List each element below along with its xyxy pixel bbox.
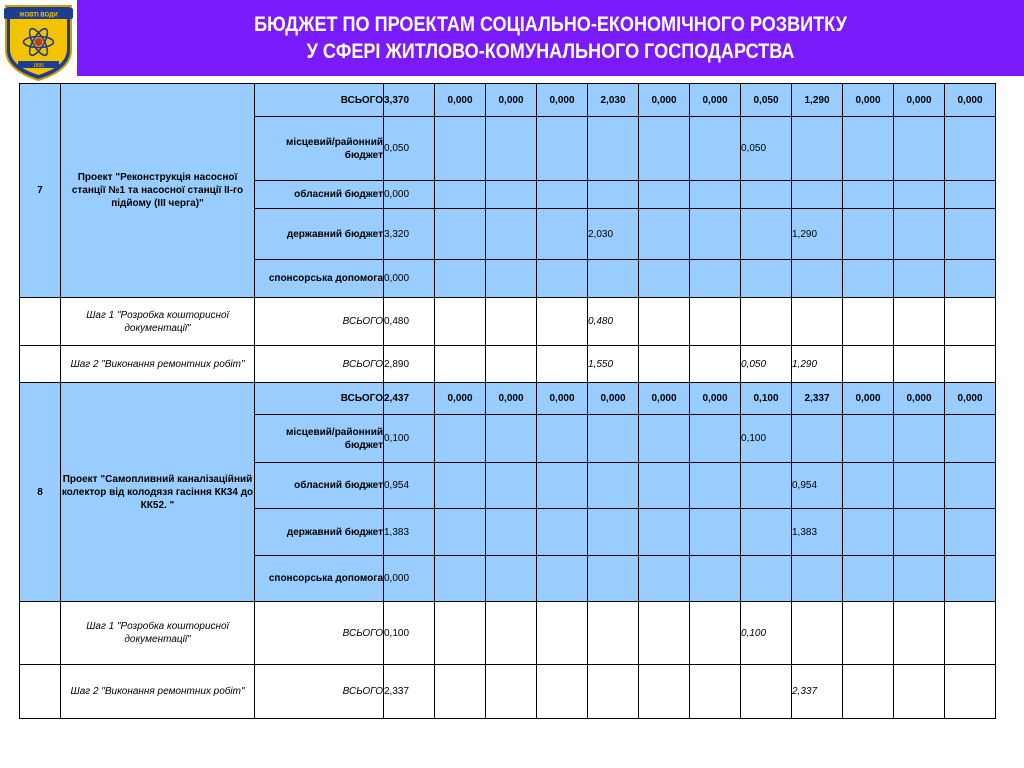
value-cell xyxy=(435,260,486,298)
value-cell: 0,954 xyxy=(792,463,843,509)
value-cell xyxy=(894,346,945,383)
value-cell xyxy=(690,556,741,602)
value-cell xyxy=(894,556,945,602)
value-cell: 0,000 xyxy=(537,84,588,117)
value-cell: 0,000 xyxy=(945,84,996,117)
value-cell xyxy=(741,665,792,719)
value-cell xyxy=(843,346,894,383)
regional-budget-label: обласний бюджет xyxy=(255,463,384,509)
value-cell: 0,050 xyxy=(384,117,435,181)
local-budget-label: місцевий/районний бюджет xyxy=(255,415,384,463)
value-cell xyxy=(690,602,741,665)
value-cell xyxy=(843,556,894,602)
project-name xyxy=(61,383,255,602)
value-cell: 0,000 xyxy=(537,383,588,415)
value-cell xyxy=(588,665,639,719)
value-cell xyxy=(894,117,945,181)
page-title xyxy=(77,11,1024,65)
title-line-2: У СФЕРІ ЖИТЛОВО-КОМУНАЛЬНОГО ГОСПОДАРСТВА xyxy=(306,40,795,63)
value-cell xyxy=(945,463,996,509)
value-cell xyxy=(843,260,894,298)
value-cell: 0,000 xyxy=(384,260,435,298)
value-cell xyxy=(690,415,741,463)
value-cell xyxy=(894,602,945,665)
value-cell: 0,954 xyxy=(384,463,435,509)
value-cell xyxy=(792,298,843,346)
value-cell xyxy=(537,665,588,719)
value-cell xyxy=(843,509,894,556)
value-cell xyxy=(435,298,486,346)
logo-year-text: 1895 xyxy=(32,62,45,69)
value-cell xyxy=(690,181,741,209)
value-cell xyxy=(639,181,690,209)
value-cell: 0,000 xyxy=(843,383,894,415)
title-line-1: БЮДЖЕТ ПО ПРОЕКТАМ СОЦІАЛЬНО-ЕКОНОМІЧНОГО РОЗВИТКУ xyxy=(254,13,847,36)
value-cell: 0,000 xyxy=(894,383,945,415)
value-cell: 0,000 xyxy=(486,84,537,117)
value-cell xyxy=(537,298,588,346)
value-cell xyxy=(894,298,945,346)
value-cell xyxy=(945,415,996,463)
value-cell xyxy=(486,415,537,463)
value-cell xyxy=(588,117,639,181)
value-cell xyxy=(537,556,588,602)
table-row xyxy=(20,665,996,719)
value-cell xyxy=(639,415,690,463)
value-cell xyxy=(690,117,741,181)
value-cell: 2,030 xyxy=(588,209,639,260)
step-name: Шаг 1 "Розробка кошторисної документації" xyxy=(61,602,255,665)
value-cell xyxy=(537,117,588,181)
value-cell xyxy=(894,509,945,556)
value-cell: 0,100 xyxy=(384,602,435,665)
value-cell xyxy=(486,509,537,556)
value-cell: 0,000 xyxy=(945,383,996,415)
value-cell xyxy=(486,117,537,181)
value-cell xyxy=(945,602,996,665)
project-name-text: Проект "Реконструкція насосної станції №1 та насосної станції ІІ-го підйому (ІІІ черга)" xyxy=(71,172,244,209)
step-name: Шаг 1 "Розробка кошторисної документації" xyxy=(61,298,255,346)
value-cell: 1,383 xyxy=(792,509,843,556)
value-cell xyxy=(435,556,486,602)
value-cell xyxy=(639,260,690,298)
table-row xyxy=(20,346,996,383)
value-cell: 2,337 xyxy=(792,665,843,719)
value-cell xyxy=(945,556,996,602)
value-cell: 3,320 xyxy=(384,209,435,260)
value-cell xyxy=(486,602,537,665)
value-cell xyxy=(741,260,792,298)
value-cell xyxy=(639,298,690,346)
value-cell: 0,100 xyxy=(384,415,435,463)
value-cell: 0,000 xyxy=(486,383,537,415)
value-cell xyxy=(639,509,690,556)
value-cell xyxy=(843,463,894,509)
step-number-cell xyxy=(20,298,61,346)
value-cell xyxy=(537,415,588,463)
value-cell: 0,000 xyxy=(894,84,945,117)
value-cell xyxy=(588,415,639,463)
value-cell xyxy=(690,509,741,556)
value-cell xyxy=(792,602,843,665)
city-coat-of-arms-logo xyxy=(0,0,77,82)
value-cell: 0,050 xyxy=(741,346,792,383)
value-cell xyxy=(945,260,996,298)
value-cell: 1,290 xyxy=(792,209,843,260)
value-cell: 0,100 xyxy=(741,415,792,463)
value-cell: 2,437 xyxy=(384,383,435,415)
value-cell xyxy=(588,463,639,509)
value-cell: 0,000 xyxy=(384,181,435,209)
value-cell xyxy=(639,556,690,602)
value-cell xyxy=(741,181,792,209)
value-cell xyxy=(537,346,588,383)
value-cell xyxy=(435,463,486,509)
budget-table xyxy=(19,83,996,719)
value-cell xyxy=(537,463,588,509)
table-row xyxy=(20,383,996,415)
step-total-label: ВСЬОГО xyxy=(255,346,384,383)
value-cell xyxy=(690,260,741,298)
value-cell xyxy=(435,509,486,556)
value-cell: 0,480 xyxy=(384,298,435,346)
table-row xyxy=(20,84,996,117)
value-cell xyxy=(537,209,588,260)
logo-banner-text: ЖОВТІ ВОДИ xyxy=(19,12,58,19)
step-total-label: ВСЬОГО xyxy=(255,298,384,346)
value-cell xyxy=(741,556,792,602)
step-number-cell xyxy=(20,346,61,383)
value-cell: 3,370 xyxy=(384,84,435,117)
value-cell: 0,050 xyxy=(741,84,792,117)
value-cell xyxy=(639,665,690,719)
value-cell xyxy=(741,209,792,260)
value-cell: 2,337 xyxy=(792,383,843,415)
value-cell xyxy=(588,260,639,298)
value-cell xyxy=(486,298,537,346)
step-total-label: ВСЬОГО xyxy=(255,665,384,719)
value-cell: 0,000 xyxy=(843,84,894,117)
value-cell xyxy=(894,260,945,298)
value-cell xyxy=(843,209,894,260)
value-cell xyxy=(588,556,639,602)
value-cell xyxy=(945,346,996,383)
value-cell xyxy=(435,665,486,719)
value-cell xyxy=(741,298,792,346)
value-cell xyxy=(435,346,486,383)
step-number-cell xyxy=(20,602,61,665)
step-number-cell xyxy=(20,665,61,719)
value-cell xyxy=(894,181,945,209)
project-name xyxy=(61,84,255,298)
state-budget-label: державний бюджет xyxy=(255,209,384,260)
value-cell: 1,290 xyxy=(792,84,843,117)
value-cell: 0,000 xyxy=(639,383,690,415)
value-cell xyxy=(843,665,894,719)
value-cell xyxy=(486,260,537,298)
value-cell xyxy=(486,181,537,209)
value-cell: 2,030 xyxy=(588,84,639,117)
value-cell: 1,290 xyxy=(792,346,843,383)
value-cell xyxy=(843,298,894,346)
value-cell xyxy=(894,209,945,260)
value-cell xyxy=(792,556,843,602)
value-cell xyxy=(588,602,639,665)
project-number: 7 xyxy=(20,84,61,298)
value-cell: 2,337 xyxy=(384,665,435,719)
value-cell xyxy=(690,665,741,719)
value-cell xyxy=(945,209,996,260)
value-cell xyxy=(741,463,792,509)
local-budget-label: місцевий/районний бюджет xyxy=(255,117,384,181)
project-number: 8 xyxy=(20,383,61,602)
value-cell: 0,000 xyxy=(690,84,741,117)
value-cell xyxy=(486,209,537,260)
step-total-label: ВСЬОГО xyxy=(255,602,384,665)
value-cell xyxy=(537,181,588,209)
value-cell xyxy=(894,665,945,719)
value-cell xyxy=(945,181,996,209)
value-cell xyxy=(588,181,639,209)
value-cell xyxy=(945,298,996,346)
value-cell: 0,000 xyxy=(435,383,486,415)
table-row xyxy=(20,298,996,346)
table-row xyxy=(20,602,996,665)
value-cell xyxy=(639,346,690,383)
value-cell xyxy=(945,117,996,181)
value-cell xyxy=(894,463,945,509)
value-cell xyxy=(537,602,588,665)
value-cell xyxy=(639,209,690,260)
total-label: ВСЬОГО xyxy=(255,84,384,117)
value-cell: 0,100 xyxy=(741,383,792,415)
value-cell xyxy=(690,463,741,509)
value-cell: 0,000 xyxy=(384,556,435,602)
value-cell xyxy=(843,181,894,209)
value-cell xyxy=(843,117,894,181)
value-cell: 0,100 xyxy=(741,602,792,665)
value-cell xyxy=(435,415,486,463)
sponsor-label: спонсорська допомога xyxy=(255,556,384,602)
value-cell xyxy=(639,117,690,181)
value-cell: 0,480 xyxy=(588,298,639,346)
value-cell xyxy=(486,665,537,719)
value-cell xyxy=(792,415,843,463)
value-cell xyxy=(690,298,741,346)
value-cell xyxy=(486,556,537,602)
value-cell xyxy=(843,602,894,665)
sponsor-label: спонсорська допомога xyxy=(255,260,384,298)
value-cell: 0,000 xyxy=(690,383,741,415)
value-cell xyxy=(537,509,588,556)
value-cell: 0,000 xyxy=(639,84,690,117)
value-cell: 0,000 xyxy=(588,383,639,415)
value-cell xyxy=(588,509,639,556)
total-label: ВСЬОГО xyxy=(255,383,384,415)
value-cell xyxy=(435,117,486,181)
value-cell xyxy=(792,181,843,209)
value-cell xyxy=(639,602,690,665)
value-cell: 1,383 xyxy=(384,509,435,556)
regional-budget-label: обласний бюджет xyxy=(255,181,384,209)
state-budget-label: державний бюджет xyxy=(255,509,384,556)
value-cell xyxy=(435,602,486,665)
value-cell xyxy=(435,181,486,209)
project-name-text: Проект "Самопливний каналізаційний колектор від колодязя гасіння КК34 до КК52. " xyxy=(61,473,254,511)
value-cell xyxy=(945,665,996,719)
value-cell: 1,550 xyxy=(588,346,639,383)
value-cell xyxy=(690,346,741,383)
step-name: Шаг 2 "Виконання ремонтних робіт" xyxy=(61,346,255,383)
value-cell xyxy=(690,209,741,260)
value-cell xyxy=(639,463,690,509)
value-cell xyxy=(741,509,792,556)
value-cell: 0,050 xyxy=(741,117,792,181)
value-cell: 2,890 xyxy=(384,346,435,383)
value-cell xyxy=(792,260,843,298)
value-cell xyxy=(537,260,588,298)
value-cell xyxy=(843,415,894,463)
value-cell xyxy=(486,346,537,383)
value-cell xyxy=(486,463,537,509)
value-cell xyxy=(435,209,486,260)
value-cell xyxy=(894,415,945,463)
step-name: Шаг 2 "Виконання ремонтних робіт" xyxy=(61,665,255,719)
value-cell xyxy=(945,509,996,556)
value-cell xyxy=(792,117,843,181)
value-cell: 0,000 xyxy=(435,84,486,117)
